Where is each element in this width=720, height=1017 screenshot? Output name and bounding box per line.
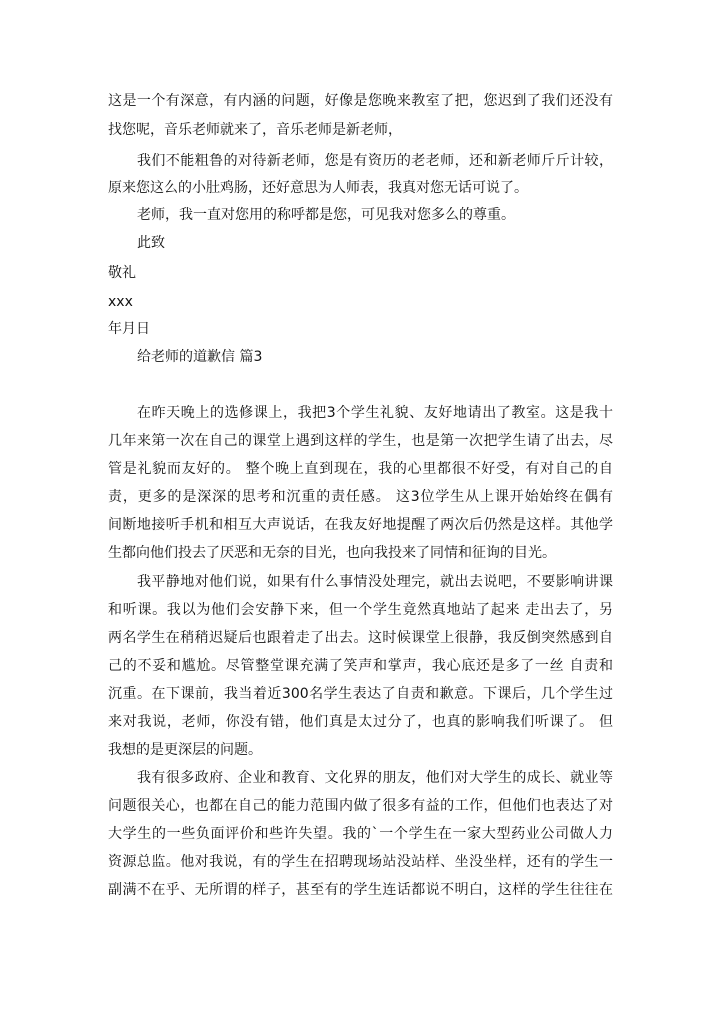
text-line: 找您呢，音乐老师就来了，音乐老师是新老师， [108, 122, 402, 138]
text-line: 资源总监。他对我说，有的学生在招聘现场站没站样、坐没坐样，还有的学生一 [108, 854, 613, 870]
text-line: 两名学生在稍稍迟疑后也跟着走了出去。这时候课堂上很静，我反倒突然感到自 [108, 630, 613, 646]
text-line: 来对我说，老师，你没有错，他们真是太过分了，也真的影响我们听课了。 但 [108, 714, 613, 730]
text-line: 老师，我一直对您用的称呼都是您，可见我对您多么的尊重。 [137, 207, 515, 223]
text-line: 我有很多政府、企业和教育、文化界的朋友，他们对大学生的成长、就业等 [137, 770, 613, 786]
text-line: 我平静地对他们说，如果有什么事情没处理完，就出去说吧，不要影响讲课 [137, 574, 613, 590]
date-line: 年月日 [108, 321, 150, 337]
text-line: 这是一个有深意，有内涵的问题，好像是您晚来教室了把，您迟到了我们还没有 [108, 93, 613, 109]
section-title: 给老师的道歉信 篇3 [137, 349, 263, 365]
text-line: 间断地接听手机和相互大声说话，在我友好地提醒了两次后仍然是这样。其他学 [108, 517, 613, 533]
signature: xxx [108, 294, 133, 310]
text-line: 生都向他们投去了厌恶和无奈的目光，也向我投来了同情和征询的目光。 [108, 545, 556, 561]
text-line: 几年来第一次在自己的课堂上遇到这样的学生，也是第一次把学生请了出去，尽 [108, 433, 613, 449]
text-line: 沉重。在下课前，我当着近300名学生表达了自责和歉意。下课后，几个学生过 [108, 686, 613, 702]
text-line: 管是礼貌而友好的。 整个晚上直到现在，我的心里都很不好受，有对自己的自 [108, 461, 613, 477]
text-line: 我们不能粗鲁的对待新老师，您是有资历的老老师，还和新老师斤斤计较， [137, 153, 613, 169]
text-line: 责，更多的是深深的思考和沉重的责任感。 这3位学生从上课开始始终在偶有 [108, 489, 613, 505]
text-line: 和听课。我以为他们会安静下来，但一个学生竟然真地站了起来 走出去了，另 [108, 602, 613, 618]
text-line: 在昨天晚上的选修课上，我把3个学生礼貌、友好地请出了教室。这是我十 [137, 405, 613, 421]
text-line: 己的不妥和尴尬。尽管整堂课充满了笑声和掌声，我心底还是多了一丝 自责和 [108, 658, 613, 674]
closing-salutation: 此致 [137, 235, 165, 251]
text-line: 原来您这么的小肚鸡肠，还好意思为人师表，我真对您无话可说了。 [108, 180, 528, 196]
text-line: 副满不在乎、无所谓的样子，甚至有的学生连话都说不明白，这样的学生往往在 [108, 882, 613, 898]
text-line: 大学生的一些负面评价和些许失望。我的`一个学生在一家大型药业公司做人力 [108, 826, 613, 842]
closing-regards: 敬礼 [108, 265, 136, 281]
text-line: 我想的是更深层的问题。 [108, 742, 262, 758]
text-line: 问题很关心，也都在自己的能力范围内做了很多有益的工作，但他们也表达了对 [108, 798, 613, 814]
